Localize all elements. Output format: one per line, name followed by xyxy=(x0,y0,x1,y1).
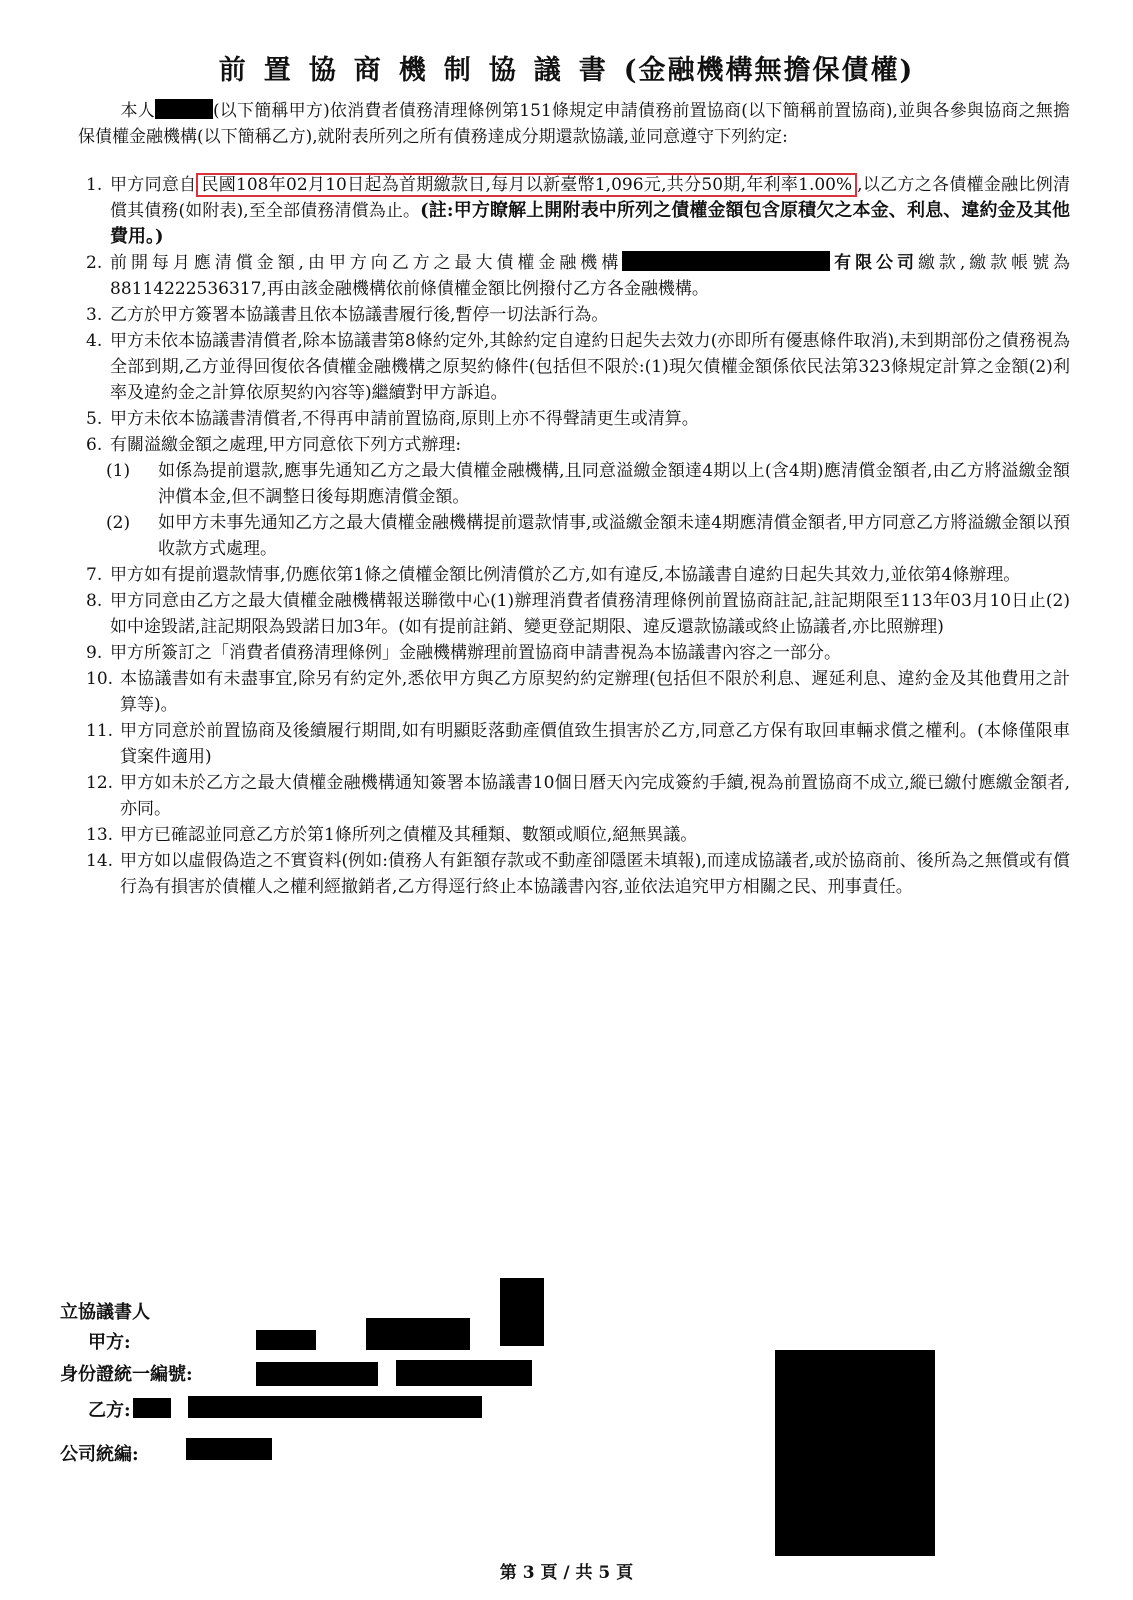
company-id-label: 公司統編: xyxy=(60,1444,139,1465)
title-main: 前置協商機制協議書 xyxy=(218,55,624,86)
clause-text: 本協議書如有未盡事宜,除另有約定外,悉依甲方與乙方原契約約定辦理(包括但不限於利息、遲延利息、違約金及其他費用之計算等)。 xyxy=(120,669,1070,715)
redacted-party-a-seal xyxy=(500,1278,544,1346)
intro-paragraph xyxy=(78,98,1070,150)
clause-12 xyxy=(78,770,1070,822)
party-b-label: 乙方: xyxy=(88,1400,131,1421)
clause-11 xyxy=(78,718,1070,770)
clause-text: 有關溢繳金額之處理,甲方同意依下列方式辦理: xyxy=(110,435,462,455)
clause-text: 甲方如有提前還款情事,仍應依第1條之債權金額比例清償於乙方,如有違反,本協議書自違約日起失其效力,並依第4條辦理。 xyxy=(110,565,1021,585)
clause-number: 7. xyxy=(86,565,103,585)
clause-7 xyxy=(78,562,1070,588)
document-title xyxy=(0,48,1133,87)
redacted-party-a-1 xyxy=(256,1330,316,1350)
signatory-header: 立協議書人 xyxy=(60,1302,150,1323)
company-suffix: 有限公司 xyxy=(830,253,918,273)
clause-10 xyxy=(78,666,1070,718)
redacted-name xyxy=(155,99,213,119)
clause-6 xyxy=(78,432,1070,458)
clause-suffix: ,以乙方之各債權金融比例清償其債務(如附表),至全部債務清償為止。 xyxy=(110,175,1070,221)
party-a-label: 甲方: xyxy=(88,1332,131,1353)
clause-13 xyxy=(78,822,1070,848)
document-body xyxy=(78,98,1070,900)
clause-4 xyxy=(78,328,1070,406)
clause-number: 1. xyxy=(86,175,103,195)
clause-14 xyxy=(78,848,1070,900)
clause-number: 9. xyxy=(86,643,103,663)
intro-start: 本人 xyxy=(120,101,155,121)
redacted-party-a-2 xyxy=(366,1318,470,1350)
sub-item-text: 如係為提前還款,應事先通知乙方之最大債權金融機構,且同意溢繳金額達4期以上(含4期)應清償金額者,由乙方將溢繳金額沖償本金,但不調整日後每期應清償金額。 xyxy=(158,461,1070,507)
clause-3 xyxy=(78,302,1070,328)
redacted-id-number-2 xyxy=(396,1360,532,1386)
clause-text: 甲方同意由乙方之最大債權金融機構報送聯徵中心(1)辦理消費者債務清理條例前置協商註記,註記期限至113年03月10日止(2)如中途毀諾,註記期限為毀諾日加3年。(如有提前註銷、變更登記期限、違反還款協議或終止協議者,亦比照辦理) xyxy=(110,591,1070,637)
redacted-id-number-1 xyxy=(256,1362,378,1386)
clause-text: 前開每月應清償金額,由甲方向乙方之最大債權金融機構 xyxy=(110,253,623,273)
clause-prefix: 甲方同意自 xyxy=(110,175,197,195)
clause-number: 6. xyxy=(86,435,103,455)
clause-number: 12. xyxy=(86,773,114,793)
clause-number: 5. xyxy=(86,409,103,429)
clause-number: 10. xyxy=(86,669,114,689)
title-subtitle: (金融機構無擔保債權) xyxy=(623,55,915,86)
redacted-party-b-1 xyxy=(133,1398,171,1418)
clause-9 xyxy=(78,640,1070,666)
clause-5 xyxy=(78,406,1070,432)
clause-text: 甲方如以虛假偽造之不實資料(例如:債務人有鉅額存款或不動產卻隱匿未填報),而達成協議者,或於協商前、後所為之無償或有償行為有損害於債權人之權利經撤銷者,乙方得逕行終止本協議書內容,並依法追究甲方相關之民、刑事責任。 xyxy=(120,851,1070,897)
clause-text: 甲方同意於前置協商及後續履行期間,如有明顯貶落動產價值致生損害於乙方,同意乙方保有取回車輛求償之權利。(本條僅限車貸案件適用) xyxy=(120,721,1070,767)
redacted-company-id xyxy=(186,1438,272,1460)
clause-text: 甲方所簽訂之「消費者債務清理條例」金融機構辦理前置協商申請書視為本協議書內容之一部分。 xyxy=(110,643,841,663)
redacted-party-b-2 xyxy=(188,1396,482,1418)
clause-number: 4. xyxy=(86,331,103,351)
clause-2 xyxy=(78,250,1070,302)
clause-number: 2. xyxy=(86,253,103,273)
sub-item-1 xyxy=(106,458,1070,510)
page-number: 第 3 頁 / 共 5 頁 xyxy=(499,1563,634,1583)
clause-note: (註:甲方瞭解上開附表中所列之債權金額包含原積欠之本金、利息、違約金及其他費用。) xyxy=(110,200,1070,247)
clause-number: 11. xyxy=(86,721,114,741)
clause-number: 13. xyxy=(86,825,114,845)
sub-item-text: 如甲方未事先通知乙方之最大債權金融機構提前還款情事,或溢繳金額未達4期應清償金額者,甲方同意乙方將溢繳金額以預收款方式處理。 xyxy=(158,513,1070,559)
sub-item-number: (2) xyxy=(106,513,131,533)
payment-terms-highlight: 民國108年02月10日起為首期繳款日,每月以新臺幣1,096元,共分50期,年利率1.00% xyxy=(196,173,857,197)
clause-number: 3. xyxy=(86,305,103,325)
clause-text: 繳款,繳款帳號為88114222536317,再由該金融機構依前條債權金額比例撥付乙方各金融機構。 xyxy=(110,253,1071,299)
clause-text: 甲方未依本協議書清償者,除本協議書第8條約定外,其餘約定自違約日起失去效力(亦即所有優惠條件取消),未到期部份之債務視為全部到期,乙方並得回復依各債權金融機構之原契約條件(包括但不限於:(1)現欠債權金額係依民法第323條規定計算之金額(2)利率及違約金之計算依原契約內容等)繼續對甲方訴追。 xyxy=(110,331,1070,403)
clause-1 xyxy=(78,172,1070,250)
intro-text: (以下簡稱甲方)依消費者債務清理條例第151條規定申請債務前置協商(以下簡稱前置協商),並與各參與協商之無擔保債權金融機構(以下簡稱乙方),就附表所列之所有債務達成分期還款協議,並同意遵守下列約定: xyxy=(78,101,1070,147)
clause-text: 甲方已確認並同意乙方於第1條所列之債權及其種類、數額或順位,絕無異議。 xyxy=(120,825,698,845)
sub-item-2 xyxy=(106,510,1070,562)
clause-number: 14. xyxy=(86,851,114,871)
clause-number: 8. xyxy=(86,591,103,611)
clause-8 xyxy=(78,588,1070,640)
redacted-company-seal xyxy=(775,1350,935,1556)
clause-text: 乙方於甲方簽署本協議書且依本協議書履行後,暫停一切法訴行為。 xyxy=(110,305,609,325)
clause-text: 甲方如未於乙方之最大債權金融機構通知簽署本協議書10個日曆天內完成簽約手續,視為前置協商不成立,縱已繳付應繳金額者,亦同。 xyxy=(120,773,1070,819)
sub-item-number: (1) xyxy=(106,461,131,481)
signature-block xyxy=(0,1290,1133,1510)
redacted-bank-name xyxy=(622,251,830,271)
clause-text: 甲方未依本協議書清償者,不得再申請前置協商,原則上亦不得聲請更生或清算。 xyxy=(110,409,699,429)
id-number-label: 身份證統一編號: xyxy=(60,1364,193,1385)
